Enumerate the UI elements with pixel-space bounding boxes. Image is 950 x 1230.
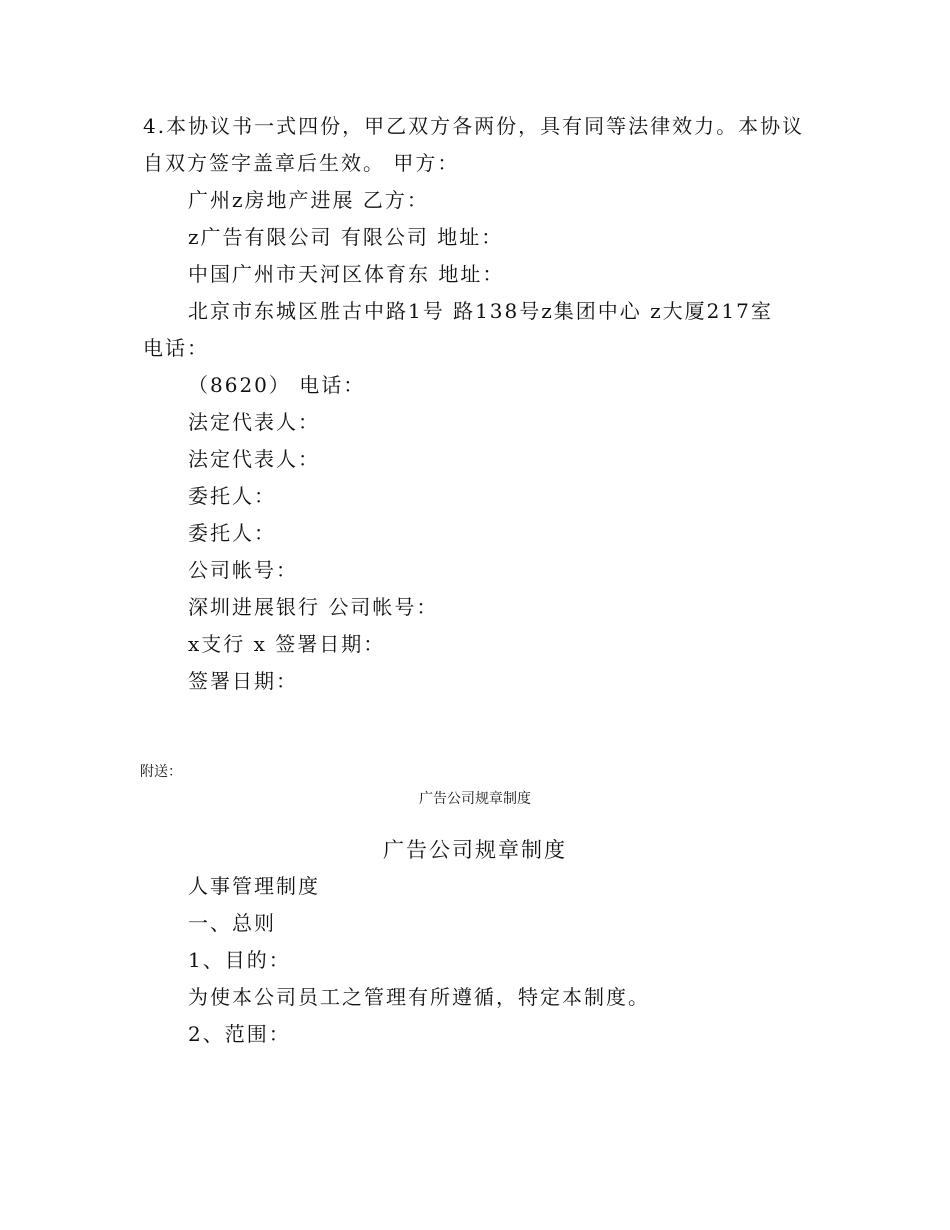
signing-date-a: x支行 x 签署日期： (188, 632, 386, 656)
legal-representative-b: 法定代表人： (188, 447, 320, 471)
agreement-line-2: 自双方签字盖章后生效。 甲方： (143, 151, 460, 175)
section-heading: 人事管理制度 (188, 874, 320, 898)
clause-heading-purpose: 1、目的： (188, 948, 291, 972)
appendix-small-title: 广告公司规章制度 (419, 791, 531, 807)
clause-heading-scope: 2、范围： (188, 1022, 291, 1046)
authorized-person-b: 委托人： (188, 521, 276, 545)
phone-label: 电话： (143, 336, 209, 360)
party-b-name: z广告有限公司 有限公司 地址： (188, 225, 504, 249)
company-account-a: 公司帐号： (188, 558, 298, 582)
appendix-label: 附送： (140, 764, 182, 780)
legal-representative-a: 法定代表人： (188, 410, 320, 434)
party-b-address: 北京市东城区胜古中路1号 路138号z集团中心 z大厦217室 (188, 299, 773, 323)
signing-date-b: 签署日期： (188, 669, 298, 693)
company-account-b: 深圳进展银行 公司帐号： (188, 595, 439, 619)
party-a-name: 广州z房地产进展 乙方： (188, 188, 429, 212)
authorized-person-a: 委托人： (188, 484, 276, 508)
party-a-address: 中国广州市天河区体育东 地址： (188, 262, 505, 286)
chapter-heading: 一、总则 (188, 911, 276, 935)
agreement-line-1: 4.本协议书一式四份，甲乙双方各两份，具有同等法律效力。本协议 (143, 114, 805, 138)
clause-text-purpose: 为使本公司员工之管理有所遵循，特定本制度。 (188, 985, 650, 1009)
appendix-title: 广告公司规章制度 (383, 838, 567, 862)
phone-value: （8620） 电话： (188, 373, 366, 397)
